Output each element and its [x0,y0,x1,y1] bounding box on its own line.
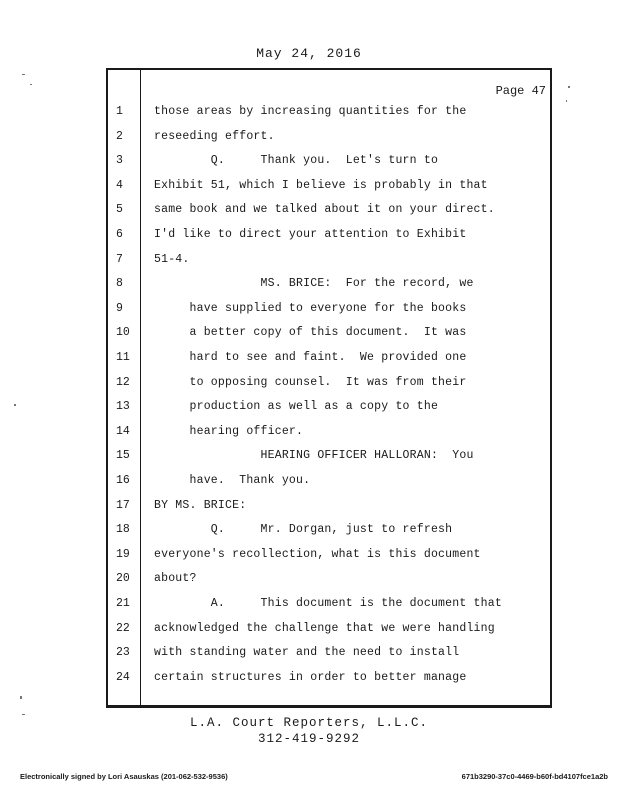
transcript-line [0,198,618,222]
electronic-signature-note: Electronically signed by Lori Asauskas (201-062-532-9536) [20,772,228,781]
line-text: hearing officer. [154,424,304,438]
scan-speck [566,100,567,102]
line-number: 16 [116,474,130,487]
line-text: BY MS. BRICE: [154,498,247,512]
line-text: certain structures in order to better manage [154,670,467,684]
transcript-line [0,666,618,690]
line-number: 15 [116,449,130,463]
line-number: 7 [116,252,123,266]
transcript-date: May 24, 2016 [256,46,362,61]
scan-speck [22,74,25,75]
transcript-line [0,494,618,518]
scan-speck [14,404,16,406]
transcript-line [0,420,618,444]
line-number: 13 [116,400,130,414]
scan-speck [20,696,22,699]
transcript-line [0,125,618,149]
transcript-line [0,223,618,247]
court-reporter-phone: 312-419-9292 [257,732,360,746]
transcript-line [0,100,618,124]
line-text: production as well as a copy to the [154,400,439,414]
transcript-line [0,469,618,493]
line-text: MS. BRICE: For the record, we [154,277,474,291]
transcript-line [0,444,618,468]
line-number: 1 [116,105,123,118]
line-number: 2 [116,129,123,143]
transcript-line [0,518,618,542]
transcript-line [0,543,618,567]
line-text: Q. Mr. Dorgan, just to refresh [154,523,453,537]
transcript-line [0,371,618,395]
line-number: 3 [116,154,123,168]
line-number: 11 [116,351,130,364]
transcript-line [0,321,618,345]
line-number: 9 [116,301,123,315]
transcript-line [0,248,618,272]
document-id: 671b3290-37c0-4469-b60f-bd4107fce1a2b [461,772,608,781]
line-text: A. This document is the document that [154,597,502,610]
line-text: hard to see and faint. We provided one [154,351,467,364]
transcript-line [0,174,618,198]
line-text: I'd like to direct your attention to Exhibit [154,228,467,241]
line-number: 23 [116,646,130,660]
line-number: 20 [116,572,130,586]
transcript-line [0,395,618,419]
line-text: those areas by increasing quantities for the [154,105,467,118]
page-number: Page 47 [495,84,546,98]
line-number: 12 [116,375,130,389]
line-number: 24 [116,670,130,684]
line-text: HEARING OFFICER HALLORAN: You [154,449,474,463]
line-number: 5 [116,203,123,217]
line-number: 6 [116,228,123,241]
line-number: 10 [116,326,130,340]
line-text: acknowledged the challenge that we were handling [154,621,495,635]
transcript-line [0,592,618,616]
transcript-line [0,567,618,591]
line-text: have supplied to everyone for the books [154,301,467,315]
line-text: reseeding effort. [154,129,275,143]
line-number: 4 [116,178,123,192]
line-text: a better copy of this document. It was [154,326,467,340]
line-text: everyone's recollection, what is this document [154,547,481,561]
line-number: 14 [116,424,130,438]
line-number: 21 [116,597,130,610]
line-number: 8 [116,277,123,291]
transcript-line [0,272,618,296]
transcript-line [0,641,618,665]
line-number: 19 [116,547,130,561]
transcript-line [0,617,618,641]
scan-speck [22,714,25,715]
line-text: Q. Thank you. Let's turn to [154,154,439,168]
court-reporter-company: L.A. Court Reporters, L.L.C. [189,716,429,730]
line-number: 22 [116,621,130,635]
line-text: 51-4. [154,252,190,266]
line-text: to opposing counsel. It was from their [154,375,467,389]
scan-speck [30,84,32,85]
line-text: same book and we talked about it on your direct. [154,203,495,217]
line-text: with standing water and the need to install [154,646,460,660]
line-text: Exhibit 51, which I believe is probably in that [154,178,488,192]
bottom-rule [106,705,552,708]
transcript-line [0,346,618,370]
transcript-line [0,297,618,321]
transcript-line [0,149,618,173]
scan-speck [568,86,570,88]
line-text: have. Thank you. [154,474,311,487]
line-number: 17 [116,498,130,512]
line-number: 18 [116,523,130,537]
line-text: about? [154,572,197,586]
